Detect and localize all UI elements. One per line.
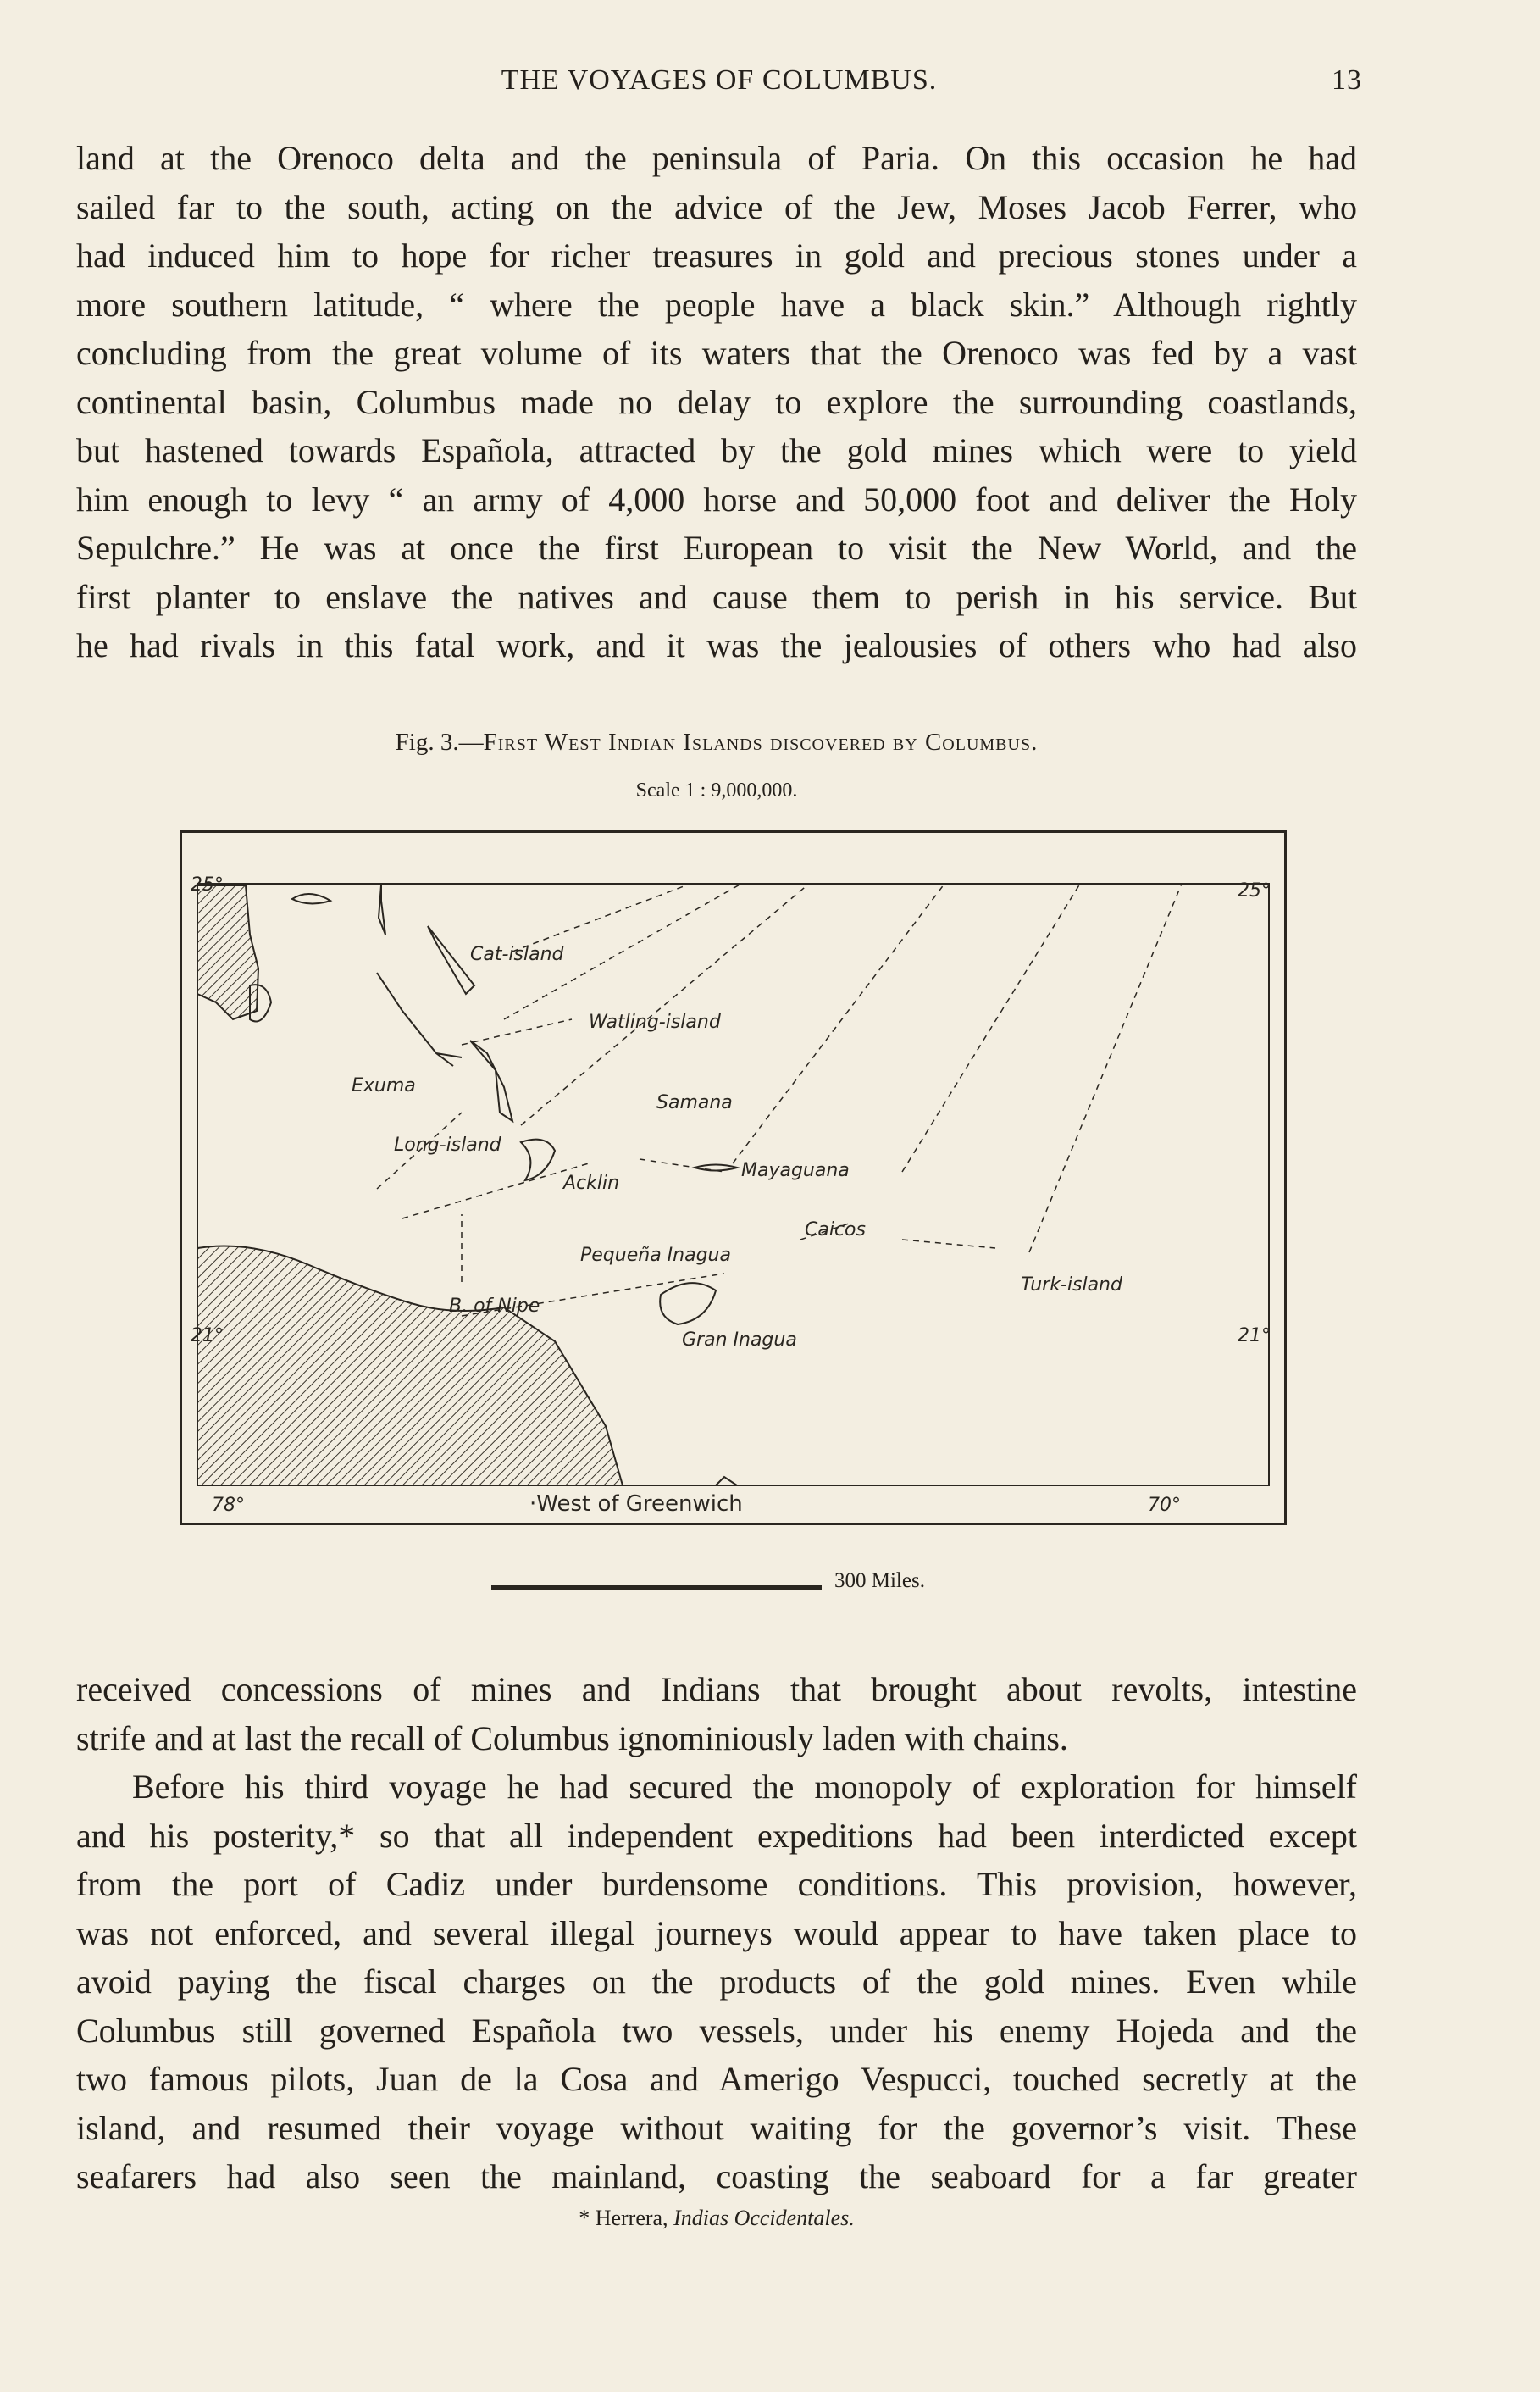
footnote-marker: * Herrera, <box>579 2206 674 2230</box>
lat-label: 25° <box>1238 880 1271 902</box>
text-line: first planter to enslave the natives and cause them to perish in his service. But <box>76 577 1357 616</box>
text-line: land at the Orenoco delta and the peninsula of Paria. On this occasion he had <box>76 139 1357 177</box>
place-label: Cat-island <box>470 944 564 965</box>
text-line: concluding from the great volume of its waters that the Orenoco was fed by a vast <box>76 334 1357 372</box>
place-label: Caicos <box>805 1219 866 1240</box>
place-label: B. of Nipe <box>449 1296 540 1317</box>
text-line: and his posterity,* so that all independent expeditions had been interdicted except <box>76 1816 1357 1855</box>
long-island-shape <box>470 1041 512 1121</box>
text-line: more southern latitude, “ where the people have a black skin.” Although rightly <box>76 285 1357 324</box>
text-line: had induced him to hope for richer treasures in gold and precious stones under a <box>76 236 1357 275</box>
scale-bar-label: 300 Miles. <box>834 1569 925 1592</box>
place-label: Pequeña Inagua <box>580 1245 731 1266</box>
cuba <box>197 1246 623 1486</box>
lat-label: 21° <box>1238 1325 1271 1346</box>
text-line: Sepulchre.” He was at once the first European to visit the New World, and the <box>76 529 1357 567</box>
page-number: 13 <box>1332 64 1362 96</box>
mayaguana-shape <box>695 1165 737 1171</box>
place-label: Acklin <box>563 1173 620 1194</box>
islet <box>292 894 330 904</box>
paragraph-third <box>76 1762 1357 2201</box>
text-line: continental basin, Columbus made no delay to explore the surrounding coastlands, <box>76 382 1357 421</box>
lon-label: 78° <box>212 1495 245 1516</box>
figure-caption <box>76 729 1357 757</box>
text-line: island, and resumed their voyage without waiting for the governor’s visit. These <box>76 2108 1357 2147</box>
text-line: Columbus still governed Española two vessels, under his enemy Hojeda and the <box>76 2011 1357 2050</box>
paragraph-top <box>76 134 1357 670</box>
eleuthera <box>379 885 385 935</box>
hispaniola-tip <box>716 1477 737 1485</box>
paragraph-bottom <box>76 1665 1357 1762</box>
scale-bar <box>491 1585 822 1590</box>
place-label: Long-island <box>394 1135 501 1156</box>
exuma-chain <box>377 973 462 1066</box>
place-label: Watling-island <box>589 1012 721 1033</box>
text-line: him enough to levy “ an army of 4,000 horse and 50,000 foot and deliver the Holy <box>76 480 1357 519</box>
figure-title: First West Indian Islands discovered by Columbus. <box>483 729 1039 756</box>
lat-label: 25° <box>191 874 224 896</box>
place-label: Turk-island <box>1021 1274 1122 1296</box>
footnote-source: Indias Occidentales. <box>673 2206 855 2230</box>
cat-island-shape <box>428 926 474 994</box>
text-line: Before his third voyage he had secured the monopoly of exploration for himself <box>132 1768 1357 1806</box>
text-line: was not enforced, and several illegal journeys would appear to have taken place to <box>76 1913 1357 1952</box>
text-line: avoid paying the fiscal charges on the products of the gold mines. Even while <box>76 1962 1357 2001</box>
map-figure <box>180 830 1287 1525</box>
text-line: from the port of Cadiz under burdensome conditions. This provision, however, <box>76 1865 1357 1903</box>
text-line: strife and at last the recall of Columbus ignominiously laden with chains. <box>76 1718 1068 1757</box>
text-line: seafarers had also seen the mainland, coasting the seaboard for a far greater <box>76 2157 1357 2195</box>
map-svg <box>182 833 1284 1523</box>
meridian-label: ·West of Greenwich <box>529 1491 743 1517</box>
place-label: Mayaguana <box>741 1160 850 1181</box>
text-line: he had rivals in this fatal work, and it was the jealousies of others who had also <box>76 626 1357 664</box>
lat-label: 21° <box>191 1325 224 1346</box>
text-line: sailed far to the south, acting on the advice of the Jew, Moses Jacob Ferrer, who <box>76 187 1357 226</box>
place-label: Samana <box>656 1092 733 1113</box>
figure-scale: Scale 1 : 9,000,000. <box>635 780 798 802</box>
footnote <box>76 2206 1357 2231</box>
text-line: received concessions of mines and Indians that brought about revolts, intestine <box>76 1670 1357 1708</box>
place-label: Exuma <box>352 1075 416 1096</box>
running-title: THE VOYAGES OF COLUMBUS. <box>501 64 938 96</box>
text-line: but hastened towards Española, attracted by the gold mines which were to yield <box>76 431 1357 469</box>
running-header <box>76 59 1362 102</box>
acklin-shape <box>521 1140 555 1180</box>
figure-number: Fig. 3.— <box>395 729 484 756</box>
lon-label: 70° <box>1148 1495 1181 1516</box>
text-line: two famous pilots, Juan de la Cosa and Amerigo Vespucci, touched secretly at the <box>76 2060 1357 2098</box>
gran-inagua-shape <box>660 1283 716 1324</box>
place-label: Gran Inagua <box>682 1329 797 1351</box>
